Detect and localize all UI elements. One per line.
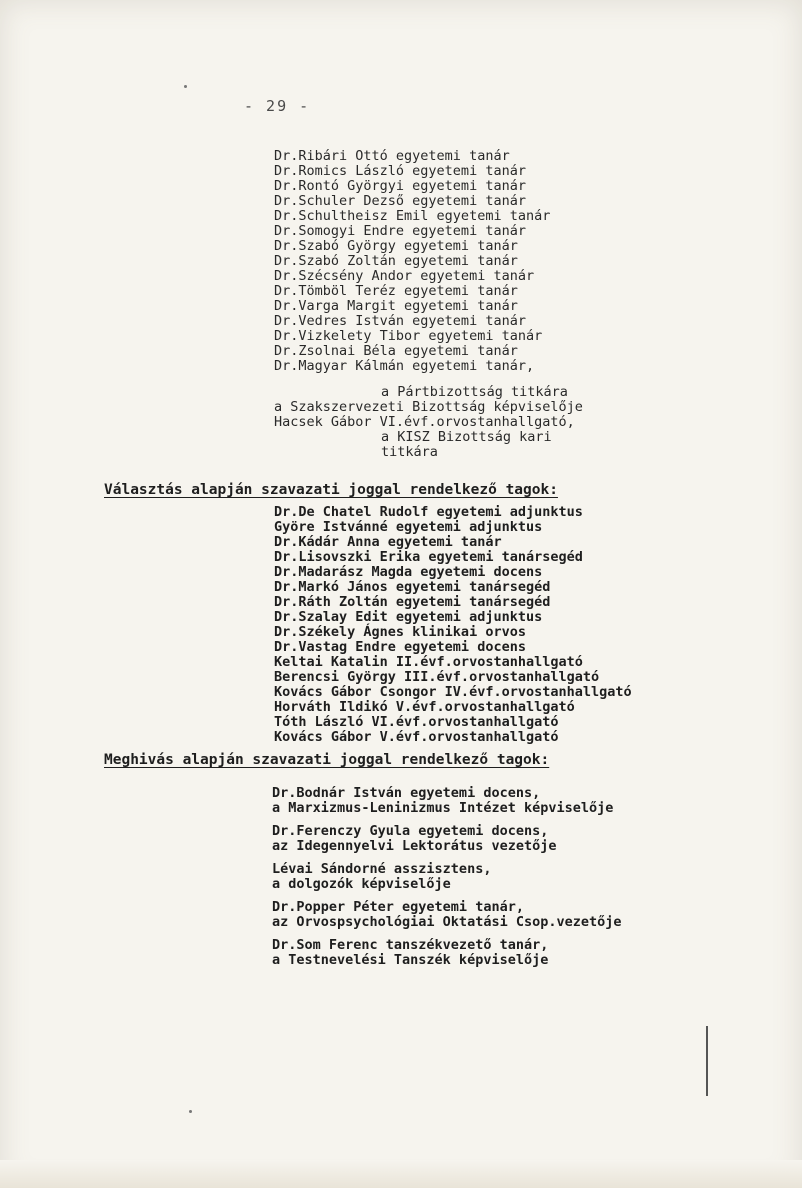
invited-member-name: Dr.Som Ferenc tanszékvezető tanár, (272, 937, 549, 953)
elected-member-line: Tóth László VI.évf.orvostanhallgató (274, 714, 559, 730)
member-line: Dr.Schuler Dezső egyetemi tanár (274, 193, 526, 209)
heading-elected: Választás alapján szavazati joggal rendelkező tagok: (104, 482, 558, 498)
invited-member-role: a dolgozók képviselője (272, 876, 451, 892)
member-line: Dr.Somogyi Endre egyetemi tanár (274, 223, 526, 239)
member-line: a KISZ Bizottság kari (381, 429, 552, 445)
member-line: Dr.Ribári Ottó egyetemi tanár (274, 148, 510, 164)
elected-member-line: Dr.Lisovszki Erika egyetemi tanársegéd (274, 549, 583, 565)
elected-member-line: Dr.Kádár Anna egyetemi tanár (274, 534, 502, 550)
member-line: titkára (381, 444, 438, 460)
elected-member-line: Berencsi György III.évf.orvostanhallgató (274, 669, 600, 685)
invited-member-role: a Marxizmus-Leninizmus Intézet képviselője (272, 800, 614, 816)
elected-member-line: Dr.De Chatel Rudolf egyetemi adjunktus (274, 504, 583, 520)
invited-member-name: Dr.Popper Péter egyetemi tanár, (272, 899, 524, 915)
member-line: Dr.Szabó Zoltán egyetemi tanár (274, 253, 518, 269)
invited-member-name: Dr.Bodnár István egyetemi docens, (272, 785, 541, 801)
member-line: Dr.Vizkelety Tibor egyetemi tanár (274, 328, 543, 344)
elected-member-line: Keltai Katalin II.évf.orvostanhallgató (274, 654, 583, 670)
margin-mark (706, 1026, 708, 1096)
member-line: a Szakszervezeti Bizottság képviselője (274, 399, 583, 415)
elected-member-line: Dr.Madarász Magda egyetemi docens (274, 564, 543, 580)
member-line: Dr.Romics László egyetemi tanár (274, 163, 526, 179)
member-line: Dr.Szécsény Andor egyetemi tanár (274, 268, 535, 284)
elected-member-line: Dr.Ráth Zoltán egyetemi tanársegéd (274, 594, 551, 610)
elected-member-line: Dr.Markó János egyetemi tanársegéd (274, 579, 551, 595)
invited-member-role: az Idegennyelvi Lektorátus vezetője (272, 838, 557, 854)
speck (189, 1110, 192, 1113)
page-bottom-edge (0, 1160, 802, 1188)
elected-member-line: Kovács Gábor Csongor IV.évf.orvostanhallgató (274, 684, 632, 700)
member-line: Dr.Varga Margit egyetemi tanár (274, 298, 518, 314)
speck (184, 85, 187, 88)
invited-member-role: a Testnevelési Tanszék képviselője (272, 952, 549, 968)
elected-member-line: Kovács Gábor V.évf.orvostanhallgató (274, 729, 559, 745)
member-line: a Pártbizottság titkára (381, 384, 568, 400)
elected-member-line: Györe Istvánné egyetemi adjunktus (274, 519, 543, 535)
member-line: Dr.Schultheisz Emil egyetemi tanár (274, 208, 551, 224)
elected-member-line: Dr.Székely Ágnes klinikai orvos (274, 624, 526, 640)
elected-member-line: Dr.Vastag Endre egyetemi docens (274, 639, 526, 655)
member-line: Hacsek Gábor VI.évf.orvostanhallgató, (274, 414, 575, 430)
invited-member-role: az Orvospsychológiai Oktatási Csop.vezetője (272, 914, 622, 930)
elected-member-line: Horváth Ildikó V.évf.orvostanhallgató (274, 699, 575, 715)
member-line: Dr.Magyar Kálmán egyetemi tanár, (274, 358, 535, 374)
member-line: Dr.Szabó György egyetemi tanár (274, 238, 518, 254)
heading-invited: Meghivás alapján szavazati joggal rendelkező tagok: (104, 752, 550, 768)
member-line: Dr.Rontó Györgyi egyetemi tanár (274, 178, 526, 194)
invited-member-name: Lévai Sándorné asszisztens, (272, 861, 492, 877)
page-number: - 29 - (244, 97, 311, 115)
member-line: Dr.Tömböl Teréz egyetemi tanár (274, 283, 518, 299)
elected-member-line: Dr.Szalay Edit egyetemi adjunktus (274, 609, 543, 625)
invited-member-name: Dr.Ferenczy Gyula egyetemi docens, (272, 823, 549, 839)
member-line: Dr.Vedres István egyetemi tanár (274, 313, 526, 329)
member-line: Dr.Zsolnai Béla egyetemi tanár (274, 343, 518, 359)
